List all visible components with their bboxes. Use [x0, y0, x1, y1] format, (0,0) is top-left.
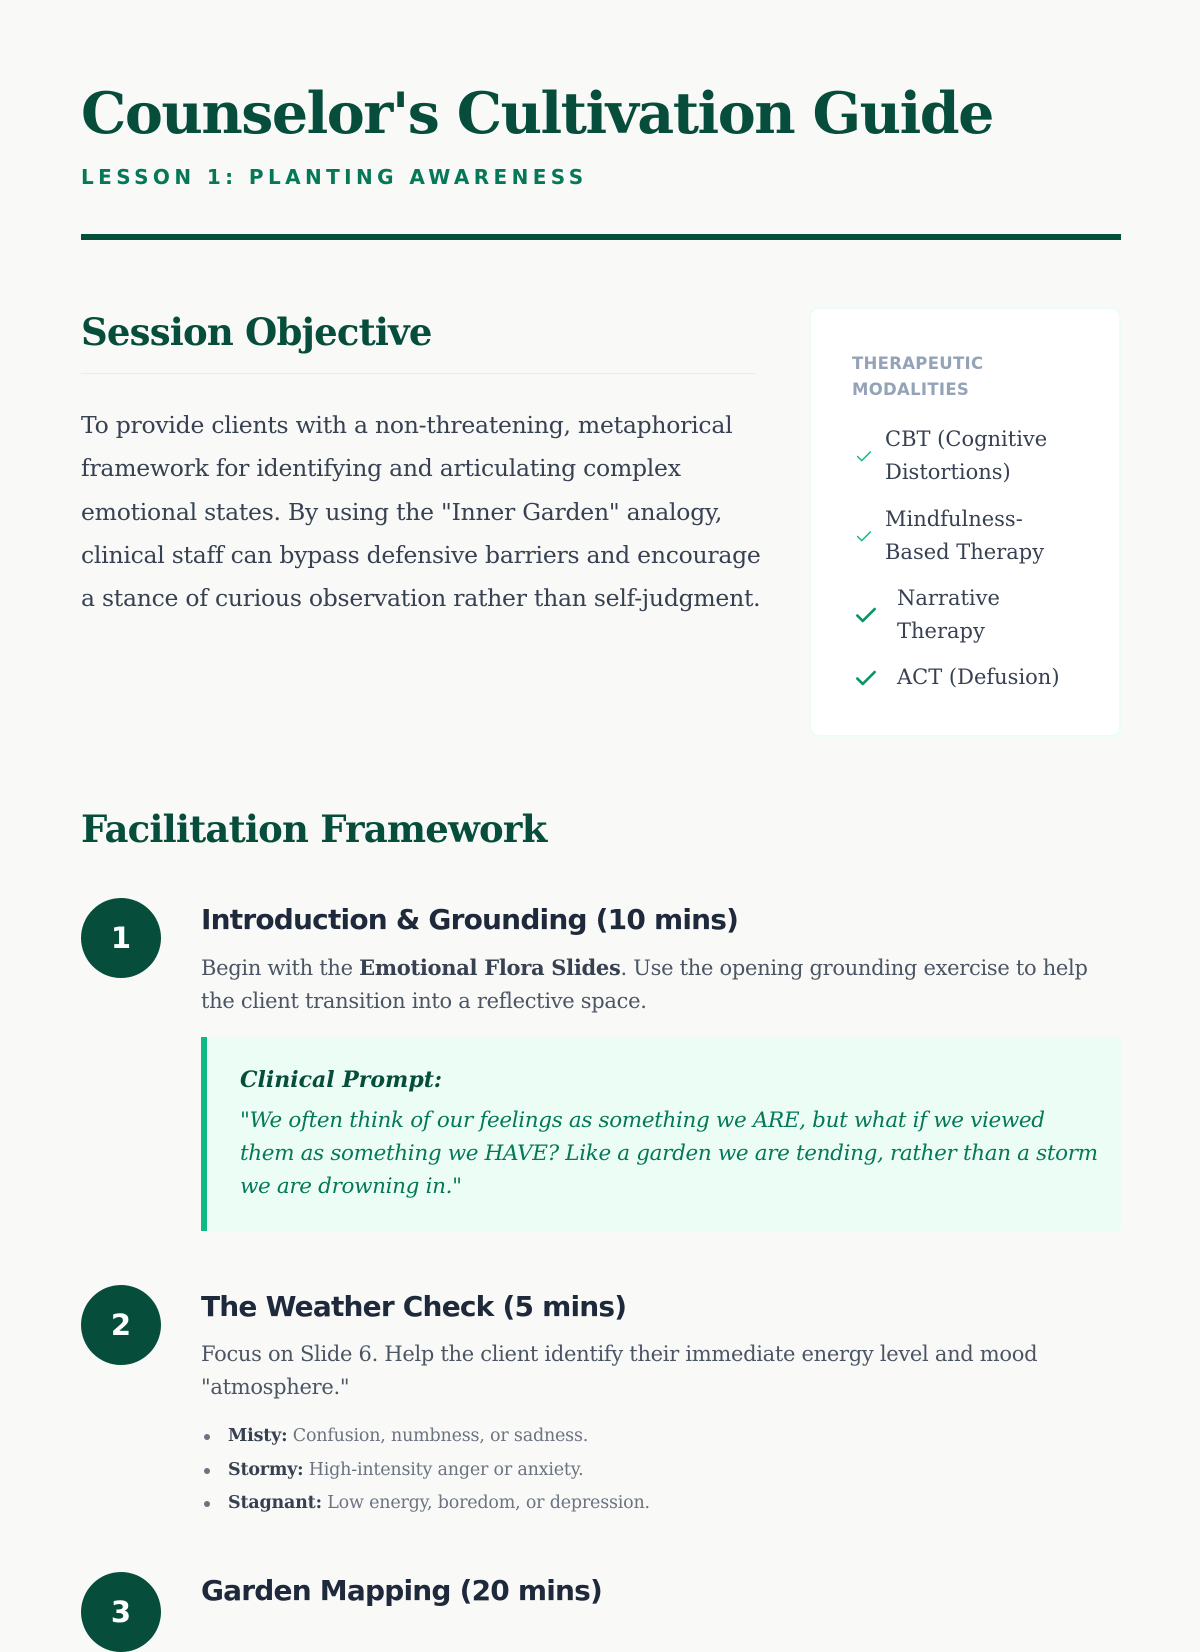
emphasis-text: Emotional Flora Slides: [359, 955, 621, 980]
modality-item: [853, 661, 1087, 694]
weather-list: [201, 1420, 1101, 1521]
prompt-label: Clinical Prompt:: [240, 1067, 442, 1093]
list-item: Stagnant: Low energy, boredom, or depression.: [201, 1487, 1101, 1521]
check-icon: [853, 602, 879, 628]
check-icon: [853, 525, 875, 547]
modality-item: [853, 423, 1070, 489]
objective-heading: Session Objective: [81, 310, 432, 354]
step-number-badge: 1: [81, 898, 161, 978]
list-item: Stormy: High-intensity anger or anxiety.: [201, 1454, 1101, 1488]
step-description: Focus on Slide 6. Help the client identify their immediate energy level and mood "atmosphere.": [201, 1342, 1038, 1399]
modality-label: ACT (Defusion): [897, 665, 1060, 689]
modality-label: Narrative Therapy: [897, 586, 1000, 643]
step-title: Introduction & Grounding (10 mins): [201, 903, 739, 936]
header-divider: [81, 234, 1121, 240]
modality-item: [853, 582, 1067, 648]
framework-heading: Facilitation Framework: [81, 807, 547, 851]
modality-item: [853, 503, 1070, 569]
modalities-title: THERAPEUTIC MODALITIES: [852, 354, 984, 399]
page-title: Counselor's Cultivation Guide: [81, 80, 993, 147]
modality-label: Mindfulness-Based Therapy: [885, 507, 1045, 564]
objective-text: To provide clients with a non-threatening, metaphorical framework for identifying and articulating complex emotional states. By using the "Inner Garden" analogy, clinical staff can bypass defensive barriers and encourage a stance of curious observation rather than self-judgment.: [81, 411, 761, 613]
objective-divider: [81, 373, 755, 374]
prompt-quote: "We often think of our feelings as something we ARE, but what if we viewed them as something we HAVE? Like a garden we are tending, rather than a storm we are drowning in.": [240, 1108, 1098, 1199]
lesson-subtitle: LESSON 1: PLANTING AWARENESS: [81, 165, 588, 189]
step-number-badge: 2: [81, 1285, 161, 1365]
step-title: The Weather Check (5 mins): [201, 1290, 627, 1323]
list-item: Misty: Confusion, numbness, or sadness.: [201, 1420, 1101, 1454]
step-number-badge: 3: [81, 1572, 161, 1652]
check-icon: [853, 445, 875, 467]
step-description: Begin with the Emotional Flora Slides. Use the opening grounding exercise to help the client transition into a reflective space.: [201, 955, 1088, 1013]
check-icon: [853, 665, 879, 691]
clinical-prompt-box: [201, 1037, 1121, 1231]
modality-label: CBT (Cognitive Distortions): [885, 427, 1048, 484]
step-title: Garden Mapping (20 mins): [201, 1574, 603, 1607]
